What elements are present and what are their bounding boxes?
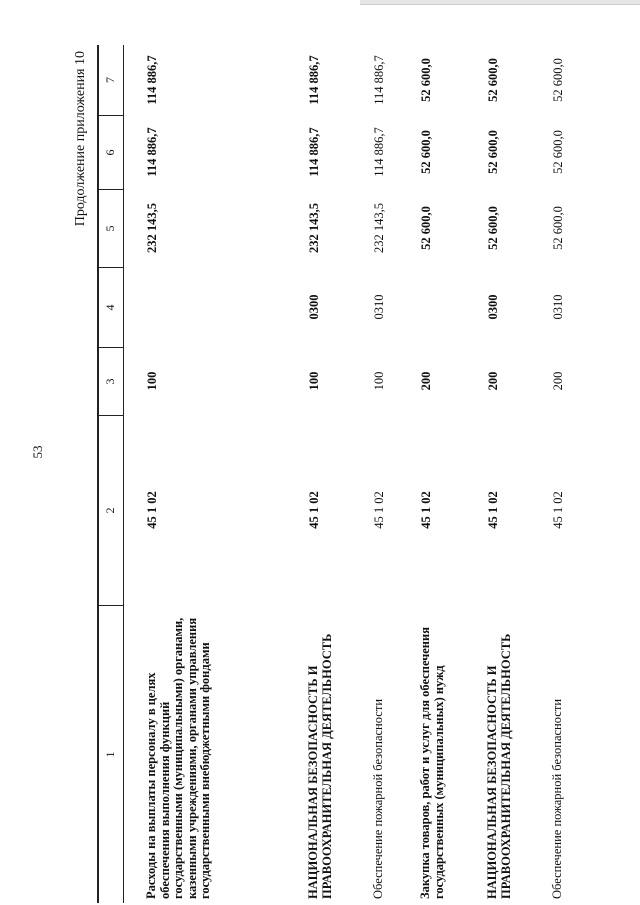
row-value-5: 232 143,5 xyxy=(145,203,159,253)
page-number: 53 xyxy=(30,445,45,459)
row-code: 45 1 02 xyxy=(419,491,433,529)
row-type: 100 xyxy=(372,371,386,391)
row-section: 0300 xyxy=(307,294,321,320)
table-row xyxy=(368,45,415,903)
row-section: 0300 xyxy=(486,294,500,320)
table-row xyxy=(482,45,547,903)
row-value-5: 232 143,5 xyxy=(372,203,386,253)
header-cell-5: 5 xyxy=(98,189,123,267)
row-value-5: 52 600,0 xyxy=(551,206,565,250)
row-type: 200 xyxy=(419,371,433,391)
row-value-6: 52 600,0 xyxy=(419,130,433,174)
row-section: 0310 xyxy=(372,294,386,320)
row-value-5: 52 600,0 xyxy=(419,206,433,250)
row-type: 200 xyxy=(486,371,500,391)
row-value-6: 114 886,7 xyxy=(307,127,321,177)
row-section xyxy=(141,267,303,347)
row-value-5: 232 143,5 xyxy=(307,203,321,253)
header-cell-6: 6 xyxy=(98,115,123,189)
budget-table xyxy=(73,45,622,903)
row-name: НАЦИОНАЛЬНАЯ БЕЗОПАСНОСТЬ И ПРАВООХРАНИТЕЛЬНАЯ ДЕЯТЕЛЬНОСТЬ xyxy=(485,633,513,899)
row-value-5: 52 600,0 xyxy=(486,206,500,250)
row-value-7: 52 600,0 xyxy=(486,58,500,102)
header-top-rule xyxy=(98,45,99,903)
header-cell-3: 3 xyxy=(98,347,123,415)
table-rotated-content xyxy=(73,45,622,903)
row-value-7: 114 886,7 xyxy=(145,55,159,105)
row-name: НАЦИОНАЛЬНАЯ БЕЗОПАСНОСТЬ И ПРАВООХРАНИТЕЛЬНАЯ ДЕЯТЕЛЬНОСТЬ xyxy=(306,633,334,899)
row-value-6: 52 600,0 xyxy=(551,130,565,174)
row-value-7: 114 886,7 xyxy=(307,55,321,105)
table-row xyxy=(303,45,368,903)
table-caption: Продолжение приложения 10 xyxy=(73,51,88,227)
table-row xyxy=(141,45,303,903)
row-code: 45 1 02 xyxy=(551,491,565,529)
row-value-7: 52 600,0 xyxy=(551,58,565,102)
row-section: 0310 xyxy=(551,294,565,320)
row-value-6: 52 600,0 xyxy=(486,130,500,174)
scan-edge xyxy=(360,0,640,5)
row-value-6: 114 886,7 xyxy=(372,127,386,177)
row-type: 100 xyxy=(307,371,321,391)
row-code: 45 1 02 xyxy=(486,491,500,529)
row-code: 45 1 02 xyxy=(372,491,386,529)
row-type: 100 xyxy=(145,371,159,391)
row-name: Закупка товаров, работ и услуг для обеспечения государственных (муниципальных) нужд xyxy=(418,627,446,899)
row-value-6: 114 886,7 xyxy=(145,127,159,177)
row-name: Расходы на выплаты персоналу в целях обеспечения выполнения функций государственными (муниципальными) органами, казенными учреждениями, органами управления государственными внебюджетными фондами xyxy=(144,617,212,899)
row-code: 45 1 02 xyxy=(307,491,321,529)
header-cell-4: 4 xyxy=(98,267,123,347)
header-row xyxy=(98,45,123,903)
header-bottom-rule xyxy=(123,45,124,903)
row-name: Обеспечение пожарной безопасности xyxy=(371,698,385,899)
row-section xyxy=(415,267,482,347)
header-cell-1: 1 xyxy=(98,605,123,903)
table-row xyxy=(415,45,482,903)
row-value-7: 114 886,7 xyxy=(372,55,386,105)
header-cell-2: 2 xyxy=(98,415,123,605)
table-row xyxy=(547,45,597,903)
row-value-7: 52 600,0 xyxy=(419,58,433,102)
header-cell-7: 7 xyxy=(103,77,117,83)
row-code: 45 1 02 xyxy=(145,491,159,529)
row-type: 200 xyxy=(551,371,565,391)
row-name: Обеспечение пожарной безопасности xyxy=(550,698,564,899)
